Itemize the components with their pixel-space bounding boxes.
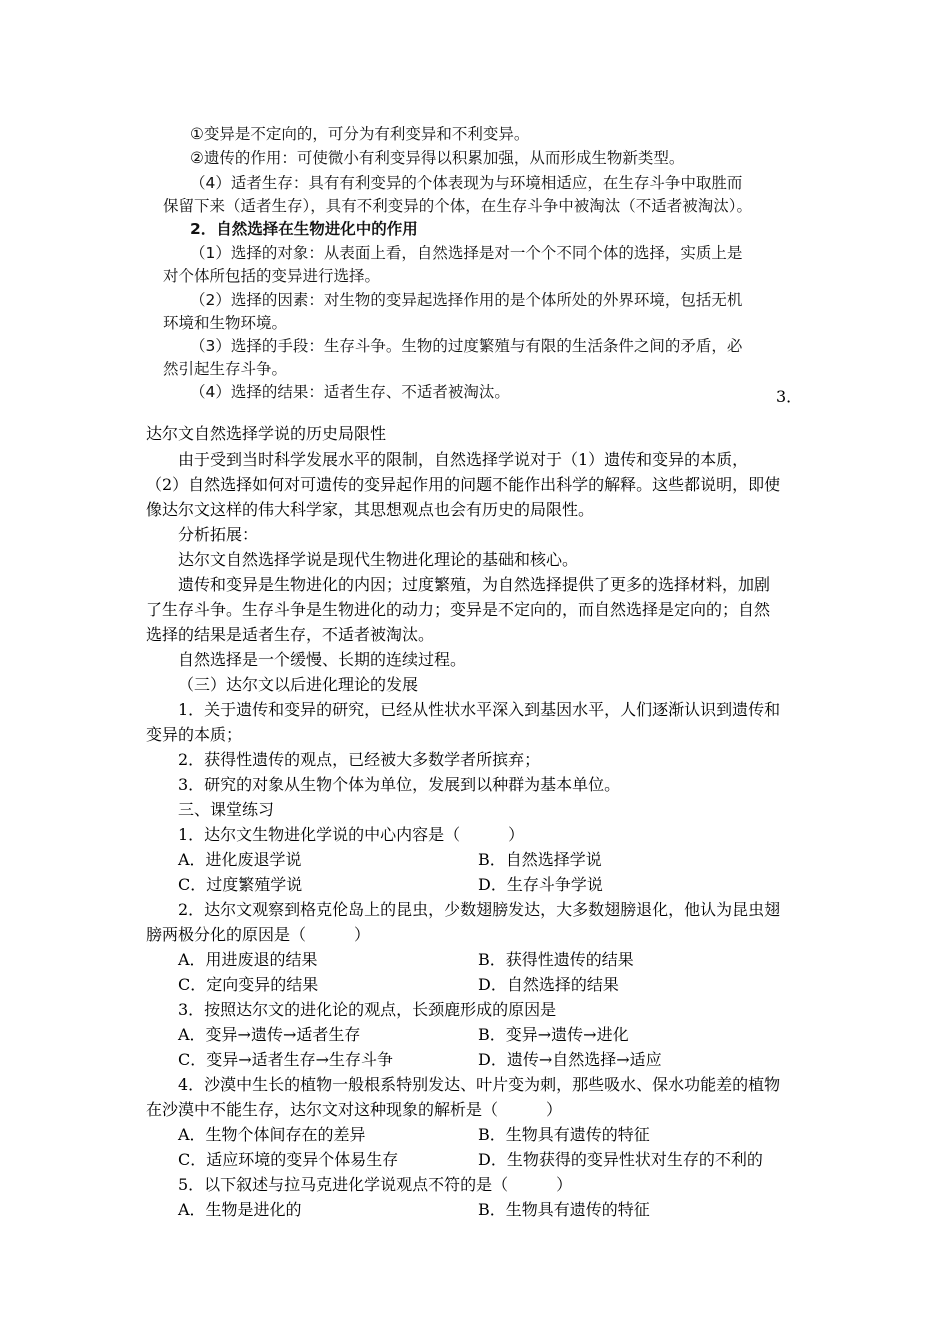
question-option: D．自然选择的结果: [478, 975, 619, 994]
text-line: 3．研究的对象从生物个体为单位，发展到以种群为基本单位。: [178, 775, 621, 794]
text-line: 达尔文自然选择学说是现代生物进化理论的基础和核心。: [178, 550, 579, 569]
question-option: A．用进废退的结果: [178, 950, 318, 969]
text-line: （2）自然选择如何对可遗传的变异起作用的问题不能作出科学的解释。这些都说明，即使: [146, 475, 781, 494]
section-heading: 2．自然选择在生物进化中的作用: [190, 220, 418, 238]
question-option: D．生存斗争学说: [478, 875, 603, 894]
question-stem: 3．按照达尔文的进化论的观点，长颈鹿形成的原因是: [178, 1000, 557, 1019]
text-line: 自然选择是一个缓慢、长期的连续过程。: [178, 650, 467, 669]
question-option: C．定向变异的结果: [178, 975, 319, 994]
question-stem: 5．以下叙述与拉马克进化学说观点不符的是（ ）: [178, 1175, 573, 1194]
question-stem: 2．达尔文观察到格克伦岛上的昆虫，少数翅膀发达，大多数翅膀退化，他认为昆虫翅: [178, 900, 781, 919]
section-number: 3．: [776, 387, 803, 406]
text-line: 环境和生物环境。: [163, 314, 288, 332]
question-stem: 膀两极分化的原因是（ ）: [146, 925, 371, 944]
question-stem: 4．沙漠中生长的植物一般根系特别发达、叶片变为刺，那些吸水、保水功能差的植物: [178, 1075, 781, 1094]
text-line: 保留下来（适者生存），具有不利变异的个体，在生存斗争中被淘汰（不适者被淘汰）。: [163, 197, 753, 215]
question-option: C．变异→适者生存→生存斗争: [178, 1050, 394, 1069]
text-line: 然引起生存斗争。: [163, 360, 288, 378]
text-line: 像达尔文这样的伟大科学家，其思想观点也会有历史的局限性。: [146, 500, 595, 519]
text-line: 选择的结果是适者生存，不适者被淘汰。: [146, 625, 435, 644]
text-line: ②遗传的作用：可使微小有利变异得以积累加强，从而形成生物新类型。: [190, 149, 685, 167]
text-line: 由于受到当时科学发展水平的限制，自然选择学说对于（1）遗传和变异的本质，: [178, 450, 749, 469]
question-option: B．自然选择学说: [478, 850, 602, 869]
question-option: B．生物具有遗传的特征: [478, 1125, 650, 1144]
text-line: （2）选择的因素：对生物的变异起选择作用的是个体所处的外界环境，包括无机: [190, 291, 743, 309]
question-stem: 在沙漠中不能生存，达尔文对这种现象的解析是（ ）: [146, 1100, 563, 1119]
text-line: 变异的本质；: [146, 725, 243, 744]
subsection-heading: 三、课堂练习: [178, 800, 275, 819]
text-line: 了生存斗争。生存斗争是生物进化的动力；变异是不定向的，而自然选择是定向的；自然: [146, 600, 771, 619]
text-line: 2．获得性遗传的观点，已经被大多数学者所摈弃；: [178, 750, 541, 769]
text-line: 遗传和变异是生物进化的内因；过度繁殖，为自然选择提供了更多的选择材料，加剧: [178, 575, 771, 594]
question-option: D．生物获得的变异性状对生存的不利的: [478, 1150, 763, 1169]
question-option: D．遗传→自然选择→适应: [478, 1050, 662, 1069]
text-line: 分析拓展：: [178, 525, 259, 544]
section-heading: 达尔文自然选择学说的历史局限性: [146, 424, 387, 443]
text-line: （3）选择的手段：生存斗争。生物的过度繁殖与有限的生活条件之间的矛盾，必: [190, 337, 743, 355]
question-option: A．变异→遗传→适者生存: [178, 1025, 361, 1044]
text-line: （1）选择的对象：从表面上看，自然选择是对一个个不同个体的选择，实质上是: [190, 244, 743, 262]
text-line: 1．关于遗传和变异的研究，已经从性状水平深入到基因水平，人们逐渐认识到遗传和: [178, 700, 781, 719]
text-line: ①变异是不定向的，可分为有利变异和不利变异。: [190, 125, 530, 143]
question-option: B．生物具有遗传的特征: [478, 1200, 650, 1219]
text-line: （4）选择的结果：适者生存、不适者被淘汰。: [190, 383, 510, 401]
text-line: 对个体所包括的变异进行选择。: [163, 267, 381, 285]
question-stem: 1．达尔文生物进化学说的中心内容是（ ）: [178, 825, 525, 844]
question-option: C．适应环境的变异个体易生存: [178, 1150, 399, 1169]
question-option: B．获得性遗传的结果: [478, 950, 634, 969]
question-option: A．生物个体间存在的差异: [178, 1125, 366, 1144]
question-option: A．进化废退学说: [178, 850, 302, 869]
question-option: B．变异→遗传→进化: [478, 1025, 629, 1044]
text-line: （4）适者生存：具有有利变异的个体表现为与环境相适应，在生存斗争中取胜而: [190, 174, 743, 192]
question-option: C．过度繁殖学说: [178, 875, 303, 894]
question-option: A．生物是进化的: [178, 1200, 302, 1219]
subsection-heading: （三）达尔文以后进化理论的发展: [178, 675, 419, 694]
